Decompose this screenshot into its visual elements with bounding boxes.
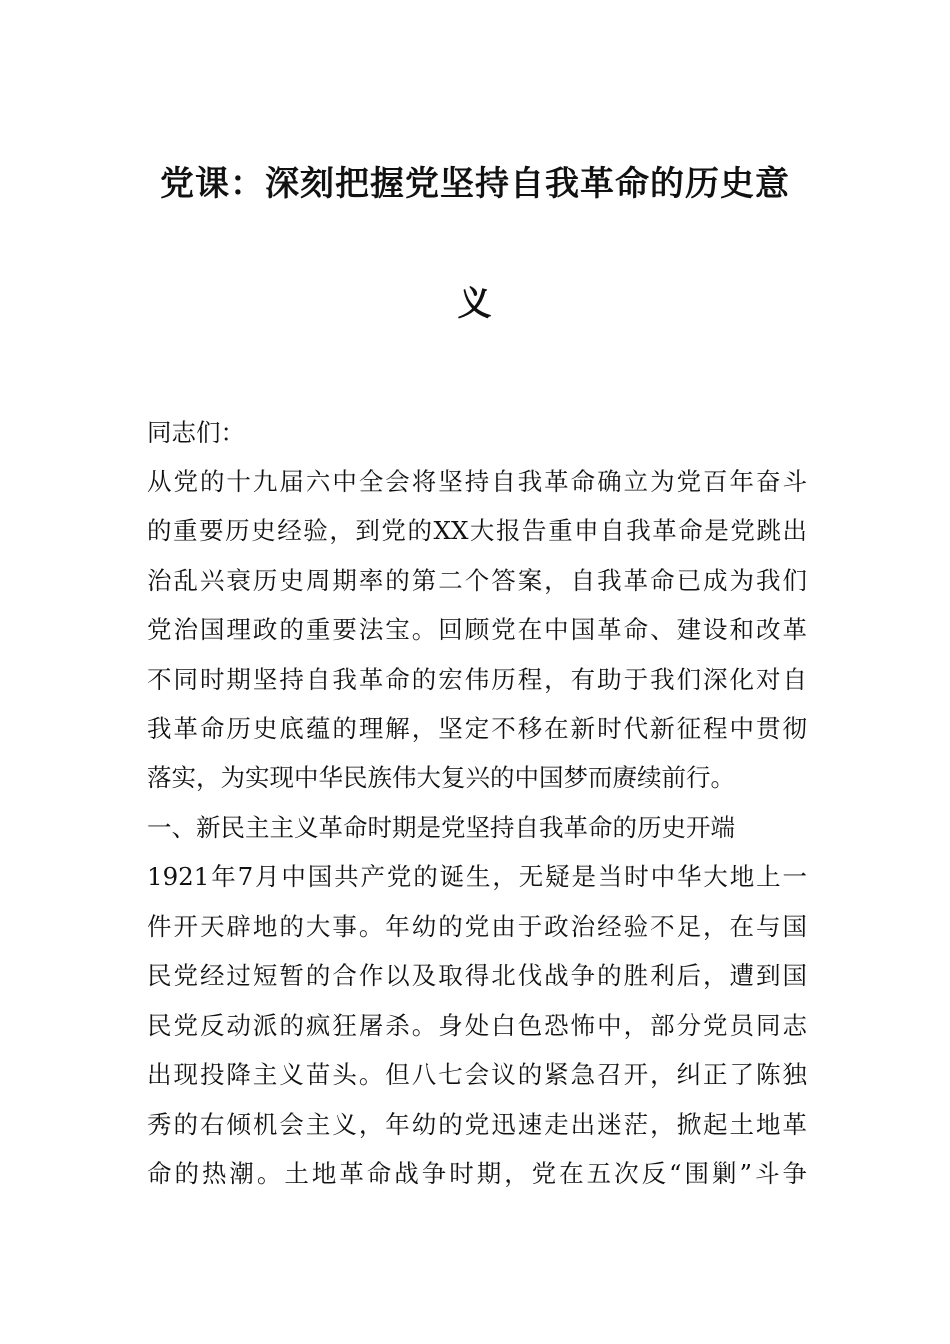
section-heading: 一、新民主主义革命时期是党坚持自我革命的历史开端 xyxy=(147,813,735,842)
body-line: 我革命历史底蕴的理解，坚定不移在新时代新征程中贯彻 xyxy=(147,714,807,743)
document-title-line-1: 党课：深刻把握党坚持自我革命的历史意 xyxy=(160,164,790,204)
salutation: 同志们： xyxy=(147,418,245,447)
body-line: 党治国理政的重要法宝。回顾党在中国革命、建设和改革 xyxy=(147,615,807,644)
body-line: 出现投降主义苗头。但八七会议的紧急召开，纠正了陈独 xyxy=(147,1060,807,1089)
body-line: 治乱兴衰历史周期率的第二个答案，自我革命已成为我们 xyxy=(147,566,807,595)
body-line: 的重要历史经验，到党的XX大报告重申自我革命是党跳出 xyxy=(147,516,807,545)
document-title-line-2: 义 xyxy=(457,284,493,324)
body-line: 不同时期坚持自我革命的宏伟历程，有助于我们深化对自 xyxy=(147,665,807,694)
body-line: 从党的十九届六中全会将坚持自我革命确立为党百年奋斗 xyxy=(147,467,807,496)
body-line: 秀的右倾机会主义，年幼的党迅速走出迷茫，掀起土地革 xyxy=(147,1110,807,1139)
body-line: 民党经过短暂的合作以及取得北伐战争的胜利后，遭到国 xyxy=(147,961,807,990)
body-line: 件开天辟地的大事。年幼的党由于政治经验不足，在与国 xyxy=(147,912,807,941)
body-line: 1921年7月中国共产党的诞生，无疑是当时中华大地上一 xyxy=(147,862,807,891)
body-line: 落实，为实现中华民族伟大复兴的中国梦而赓续前行。 xyxy=(147,763,735,792)
body-line: 命的热潮。土地革命战争时期，党在五次反“围剿”斗争 xyxy=(147,1159,807,1188)
body-line: 民党反动派的疯狂屠杀。身处白色恐怖中，部分党员同志 xyxy=(147,1011,807,1040)
